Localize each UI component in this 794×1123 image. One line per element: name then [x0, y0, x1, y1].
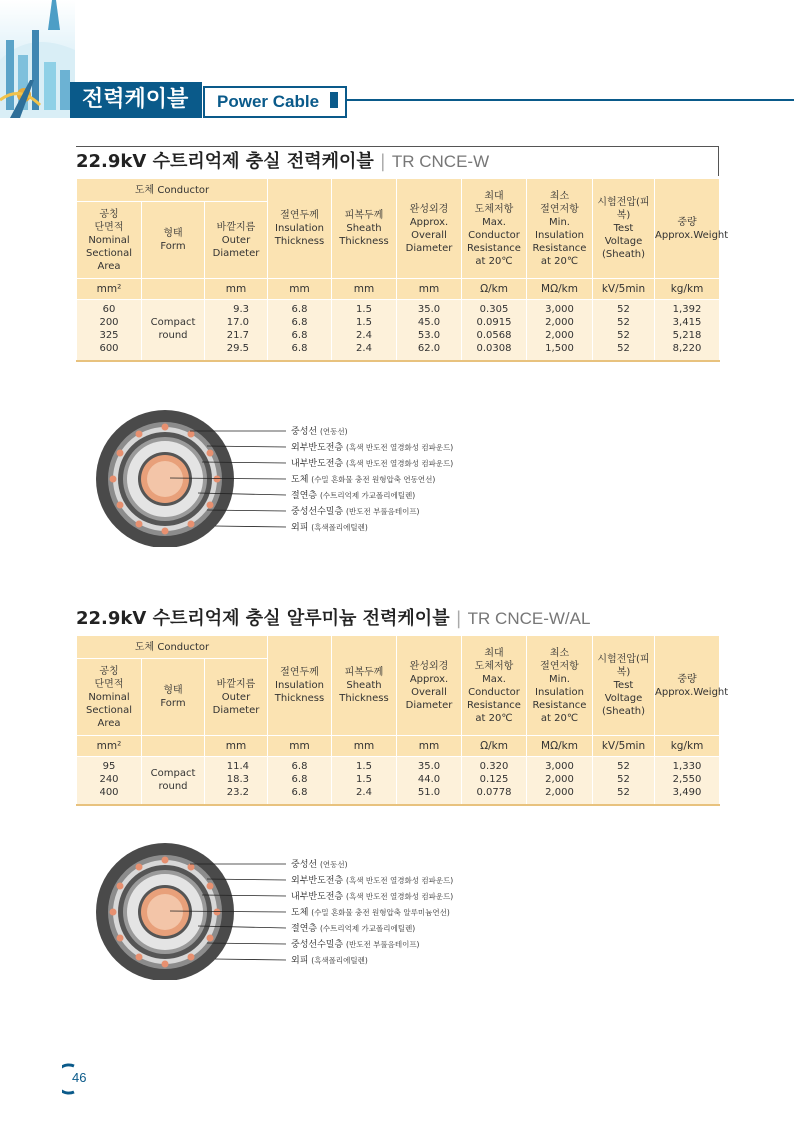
legend-item: 외피 (흑색폴리에틸렌) — [291, 956, 368, 966]
unit-cell: mm — [268, 279, 332, 300]
conductor-group-header: 도체 Conductor — [77, 179, 268, 202]
unit-cell: mm — [205, 736, 268, 757]
sheath-header: 피복두께 Sheath Thickness — [332, 179, 397, 279]
sheath-col: 1.5 1.5 2.4 — [332, 757, 397, 806]
legend-item: 외부반도전층 (흑색 반도전 열경화성 컴파운드) — [291, 876, 454, 886]
section-title — [76, 604, 590, 630]
unit-cell: mm — [205, 279, 268, 300]
header-title-ko: 전력케이블 — [70, 82, 202, 118]
test-voltage-header: 시험전압(피복) Test Voltage (Sheath) — [593, 636, 655, 736]
insulation-header: 절연두께 Insulation Thickness — [268, 636, 332, 736]
header-rule — [300, 99, 794, 101]
unit-cell: MΩ/km — [527, 279, 593, 300]
unit-row — [77, 279, 720, 300]
outer-diameter-header: 바깥지름 Outer Diameter — [205, 202, 268, 279]
resistance-header: 최대 도체저항 Max. Conductor Resistance at 20℃ — [462, 179, 527, 279]
header-step — [330, 92, 338, 108]
legend-item: 중성선 (연동선) — [291, 860, 348, 870]
unit-cell: mm — [332, 279, 397, 300]
conductor-group-header: 도체 Conductor — [77, 636, 268, 659]
table-row — [77, 757, 720, 806]
resistance-col: 0.320 0.125 0.0778 — [462, 757, 527, 806]
form-col: Compact round — [142, 757, 205, 806]
area-header: 공칭 단면적 Nominal Sectional Area — [77, 202, 142, 279]
unit-cell: Ω/km — [462, 279, 527, 300]
legend-item: 도체 (수밀 혼화물 충전 원형압축 연동연선) — [291, 475, 436, 485]
area-header: 공칭 단면적 Nominal Sectional Area — [77, 659, 142, 736]
table-row — [77, 300, 720, 362]
unit-cell: kg/km — [655, 279, 720, 300]
voltage-col: 52 52 52 — [593, 757, 655, 806]
weight-col: 1,330 2,550 3,490 — [655, 757, 720, 806]
legend-item: 외피 (흑색폴리에틸렌) — [291, 523, 368, 533]
unit-row — [77, 736, 720, 757]
legend-item: 내부반도전층 (흑색 반도전 열경화성 컴파운드) — [291, 892, 454, 902]
spec-table — [76, 178, 729, 362]
unit-cell: mm — [332, 736, 397, 757]
header-title-en: Power Cable — [203, 86, 347, 118]
sheath-header: 피복두께 Sheath Thickness — [332, 636, 397, 736]
insulation-col: 6.8 6.8 6.8 — [268, 757, 332, 806]
legend-item: 내부반도전층 (흑색 반도전 열경화성 컴파운드) — [291, 459, 454, 469]
unit-cell: mm — [397, 736, 462, 757]
outer-col: 9.3 17.0 21.7 29.5 — [205, 300, 268, 362]
section-title-ko: 22.9kV 수트리억제 충실 알루미늄 전력케이블 — [76, 608, 450, 629]
unit-cell: mm — [268, 736, 332, 757]
test-voltage-header: 시험전압(피복) Test Voltage (Sheath) — [593, 179, 655, 279]
unit-cell: kV/5min — [593, 736, 655, 757]
overall-diameter-header: 완성외경 Approx. Overall Diameter — [397, 179, 462, 279]
sheath-col: 1.5 1.5 2.4 2.4 — [332, 300, 397, 362]
spec-table — [76, 635, 729, 806]
page-number — [62, 1062, 96, 1096]
form-col: Compact round — [142, 300, 205, 362]
legend-item: 절연층 (수트리억제 가교폴리에틸렌) — [291, 924, 416, 934]
area-col: 60 200 325 600 — [77, 300, 142, 362]
legend-item: 중성선수밀층 (반도전 부풀음테이프) — [291, 507, 420, 517]
unit-cell — [142, 279, 205, 300]
insulation-res-col: 3,000 2,000 2,000 1,500 — [527, 300, 593, 362]
insulation-resistance-header: 최소 절연저항 Min. Insulation Resistance at 20℃ — [527, 636, 593, 736]
unit-cell: MΩ/km — [527, 736, 593, 757]
unit-cell: mm — [397, 279, 462, 300]
overall-col: 35.0 45.0 53.0 62.0 — [397, 300, 462, 362]
outer-col: 11.4 18.3 23.2 — [205, 757, 268, 806]
insulation-res-col: 3,000 2,000 2,000 — [527, 757, 593, 806]
unit-cell: Ω/km — [462, 736, 527, 757]
form-header: 형태 Form — [142, 659, 205, 736]
section-title-ko: 22.9kV 수트리억제 충실 전력케이블 — [76, 151, 374, 172]
overall-col: 35.0 44.0 51.0 — [397, 757, 462, 806]
resistance-col: 0.305 0.0915 0.0568 0.0308 — [462, 300, 527, 362]
resistance-header: 최대 도체저항 Max. Conductor Resistance at 20℃ — [462, 636, 527, 736]
unit-cell: mm² — [77, 279, 142, 300]
section-title — [76, 147, 489, 173]
insulation-col: 6.8 6.8 6.8 6.8 — [268, 300, 332, 362]
weight-col: 1,392 3,415 5,218 8,220 — [655, 300, 720, 362]
section-code: TR CNCE-W/AL — [467, 609, 591, 628]
city-illustration — [0, 0, 75, 118]
legend-item: 중성선수밀층 (반도전 부풀음테이프) — [291, 940, 420, 950]
outer-diameter-header: 바깥지름 Outer Diameter — [205, 659, 268, 736]
legend-item: 절연층 (수트리억제 가교폴리에틸렌) — [291, 491, 416, 501]
area-col: 95 240 400 — [77, 757, 142, 806]
section-code: TR CNCE-W — [391, 152, 490, 171]
weight-header: 중량 Approx.Weight — [655, 179, 720, 279]
title-separator: | — [455, 608, 462, 629]
insulation-resistance-header: 최소 절연저항 Min. Insulation Resistance at 20℃ — [527, 179, 593, 279]
overall-diameter-header: 완성외경 Approx. Overall Diameter — [397, 636, 462, 736]
unit-cell: mm² — [77, 736, 142, 757]
unit-cell: kV/5min — [593, 279, 655, 300]
form-header: 형태 Form — [142, 202, 205, 279]
legend-item: 도체 (수밀 혼화물 충전 원형압축 알루미늄연선) — [291, 908, 450, 918]
legend-item: 외부반도전층 (흑색 반도전 열경화성 컴파운드) — [291, 443, 454, 453]
unit-cell: kg/km — [655, 736, 720, 757]
voltage-col: 52 52 52 52 — [593, 300, 655, 362]
insulation-header: 절연두께 Insulation Thickness — [268, 179, 332, 279]
unit-cell — [142, 736, 205, 757]
title-separator: | — [379, 151, 386, 172]
page-number-text: 46 — [72, 1070, 87, 1085]
weight-header: 중량 Approx.Weight — [655, 636, 720, 736]
legend-item: 중성선 (연동선) — [291, 427, 348, 437]
